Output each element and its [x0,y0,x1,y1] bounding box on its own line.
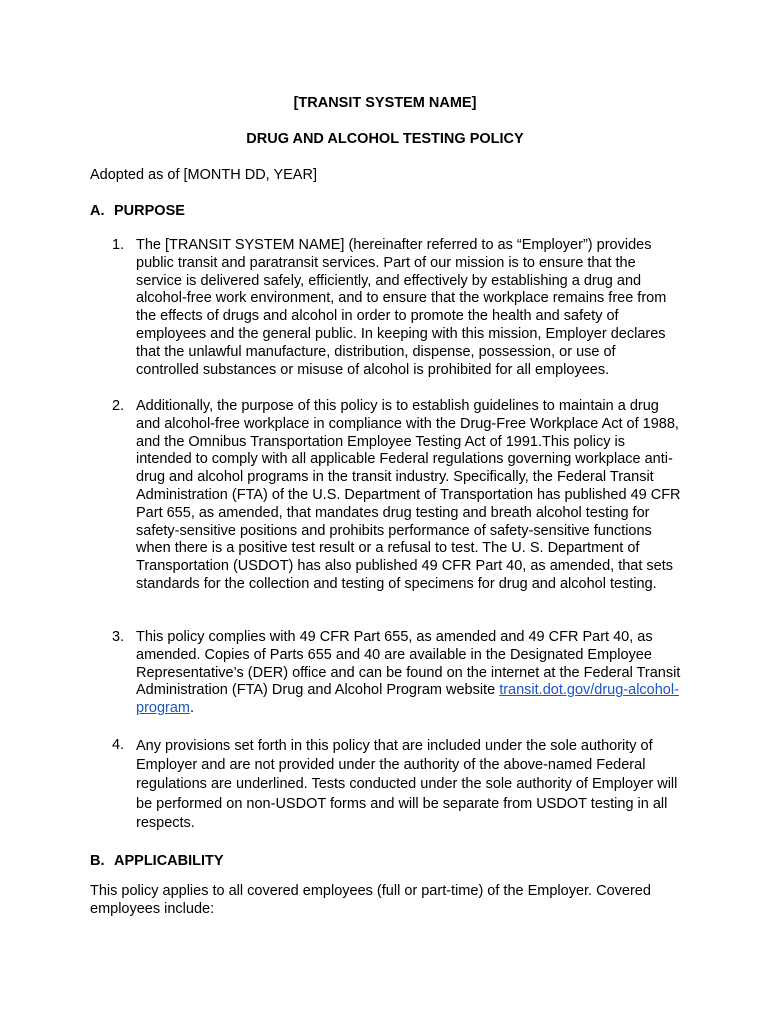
item-text: This policy complies with 49 CFR Part 655, as amended and 49 CFR Part 40, as amended. Copies of Parts 655 and 40 are available in the Designated Employee Representative’s (DER) office and can be found on the internet at the Federal Transit Administration (FTA) Drug and Alcohol Program website [136,629,681,699]
section-b-title: APPLICABILITY [114,853,224,869]
fta-program-link[interactable]: transit.dot.gov/drug-alcohol-program [136,682,679,717]
section-a-heading [90,202,185,220]
item-number: 2. [112,398,125,414]
section-a-title: PURPOSE [114,203,185,219]
purpose-item-1 [112,237,682,379]
item-text: Any provisions set forth in this policy that are included under the sole authority of Employer and are not provided under the authority of the above-named Federal regulations are underlined. Tests conducted under the sole authority of Employer will be performed on non-USDOT forms and will be separate from USDOT testing in all respects. [136,738,678,831]
item-text: Additionally, the purpose of this policy is to establish guidelines to maintain a drug and alcohol-free workplace in compliance with the Drug-Free Workplace Act of 1988, and the Omnibus Transportation Employee Testing Act of 1991.This policy is intended to comply with all applicable Federal regulations governing workplace anti-drug and alcohol programs in the transit industry. Specifically, the Federal Transit Administration (FTA) of the U.S. Department of Transportation has published 49 CFR Part 655, as amended, that mandates drug testing and breath alcohol testing for safety-sensitive positions and prohibits performance of safety-sensitive functions when there is a positive test result or a refusal to test. The U. S. Department of Transportation (USDOT) has also published 49 CFR Part 40, as amended, that sets standards for the collection and testing of specimens for drug and alcohol testing. [136,398,681,592]
section-a-letter: A. [90,203,105,219]
item-number: 3. [112,629,125,645]
adopted-date: Adopted as of [MONTH DD, YEAR] [90,167,317,183]
policy-title: DRUG AND ALCOHOL TESTING POLICY [246,131,524,147]
section-b-letter: B. [90,853,105,869]
item-text-end: . [190,700,195,717]
purpose-item-2 [112,398,682,594]
item-text-container [136,629,682,718]
item-text: The [TRANSIT SYSTEM NAME] (hereinafter referred to as “Employer”) provides public transit and paratransit services. Part of our mission is to ensure that the service is delivered safely, efficiently, and effectively by establishing a drug and alcohol-free work environment, and to ensure that the workplace remains free from the effects of drugs and alcohol in order to promote the health and safety of employees and the general public. In keeping with this mission, Employer declares that the unlawful manufacture, distribution, dispense, possession, or use of controlled substances or misuse of alcohol is prohibited for all employees. [136,237,667,378]
applicability-text: This policy applies to all covered employees (full or part-time) of the Employer. Covered employees include: [90,883,651,917]
transit-system-name: [TRANSIT SYSTEM NAME] [293,95,477,111]
section-b-heading [90,852,224,870]
item-number: 1. [112,237,125,253]
item-number: 4. [112,737,125,753]
purpose-item-4 [112,737,682,833]
purpose-item-3 [112,629,682,718]
